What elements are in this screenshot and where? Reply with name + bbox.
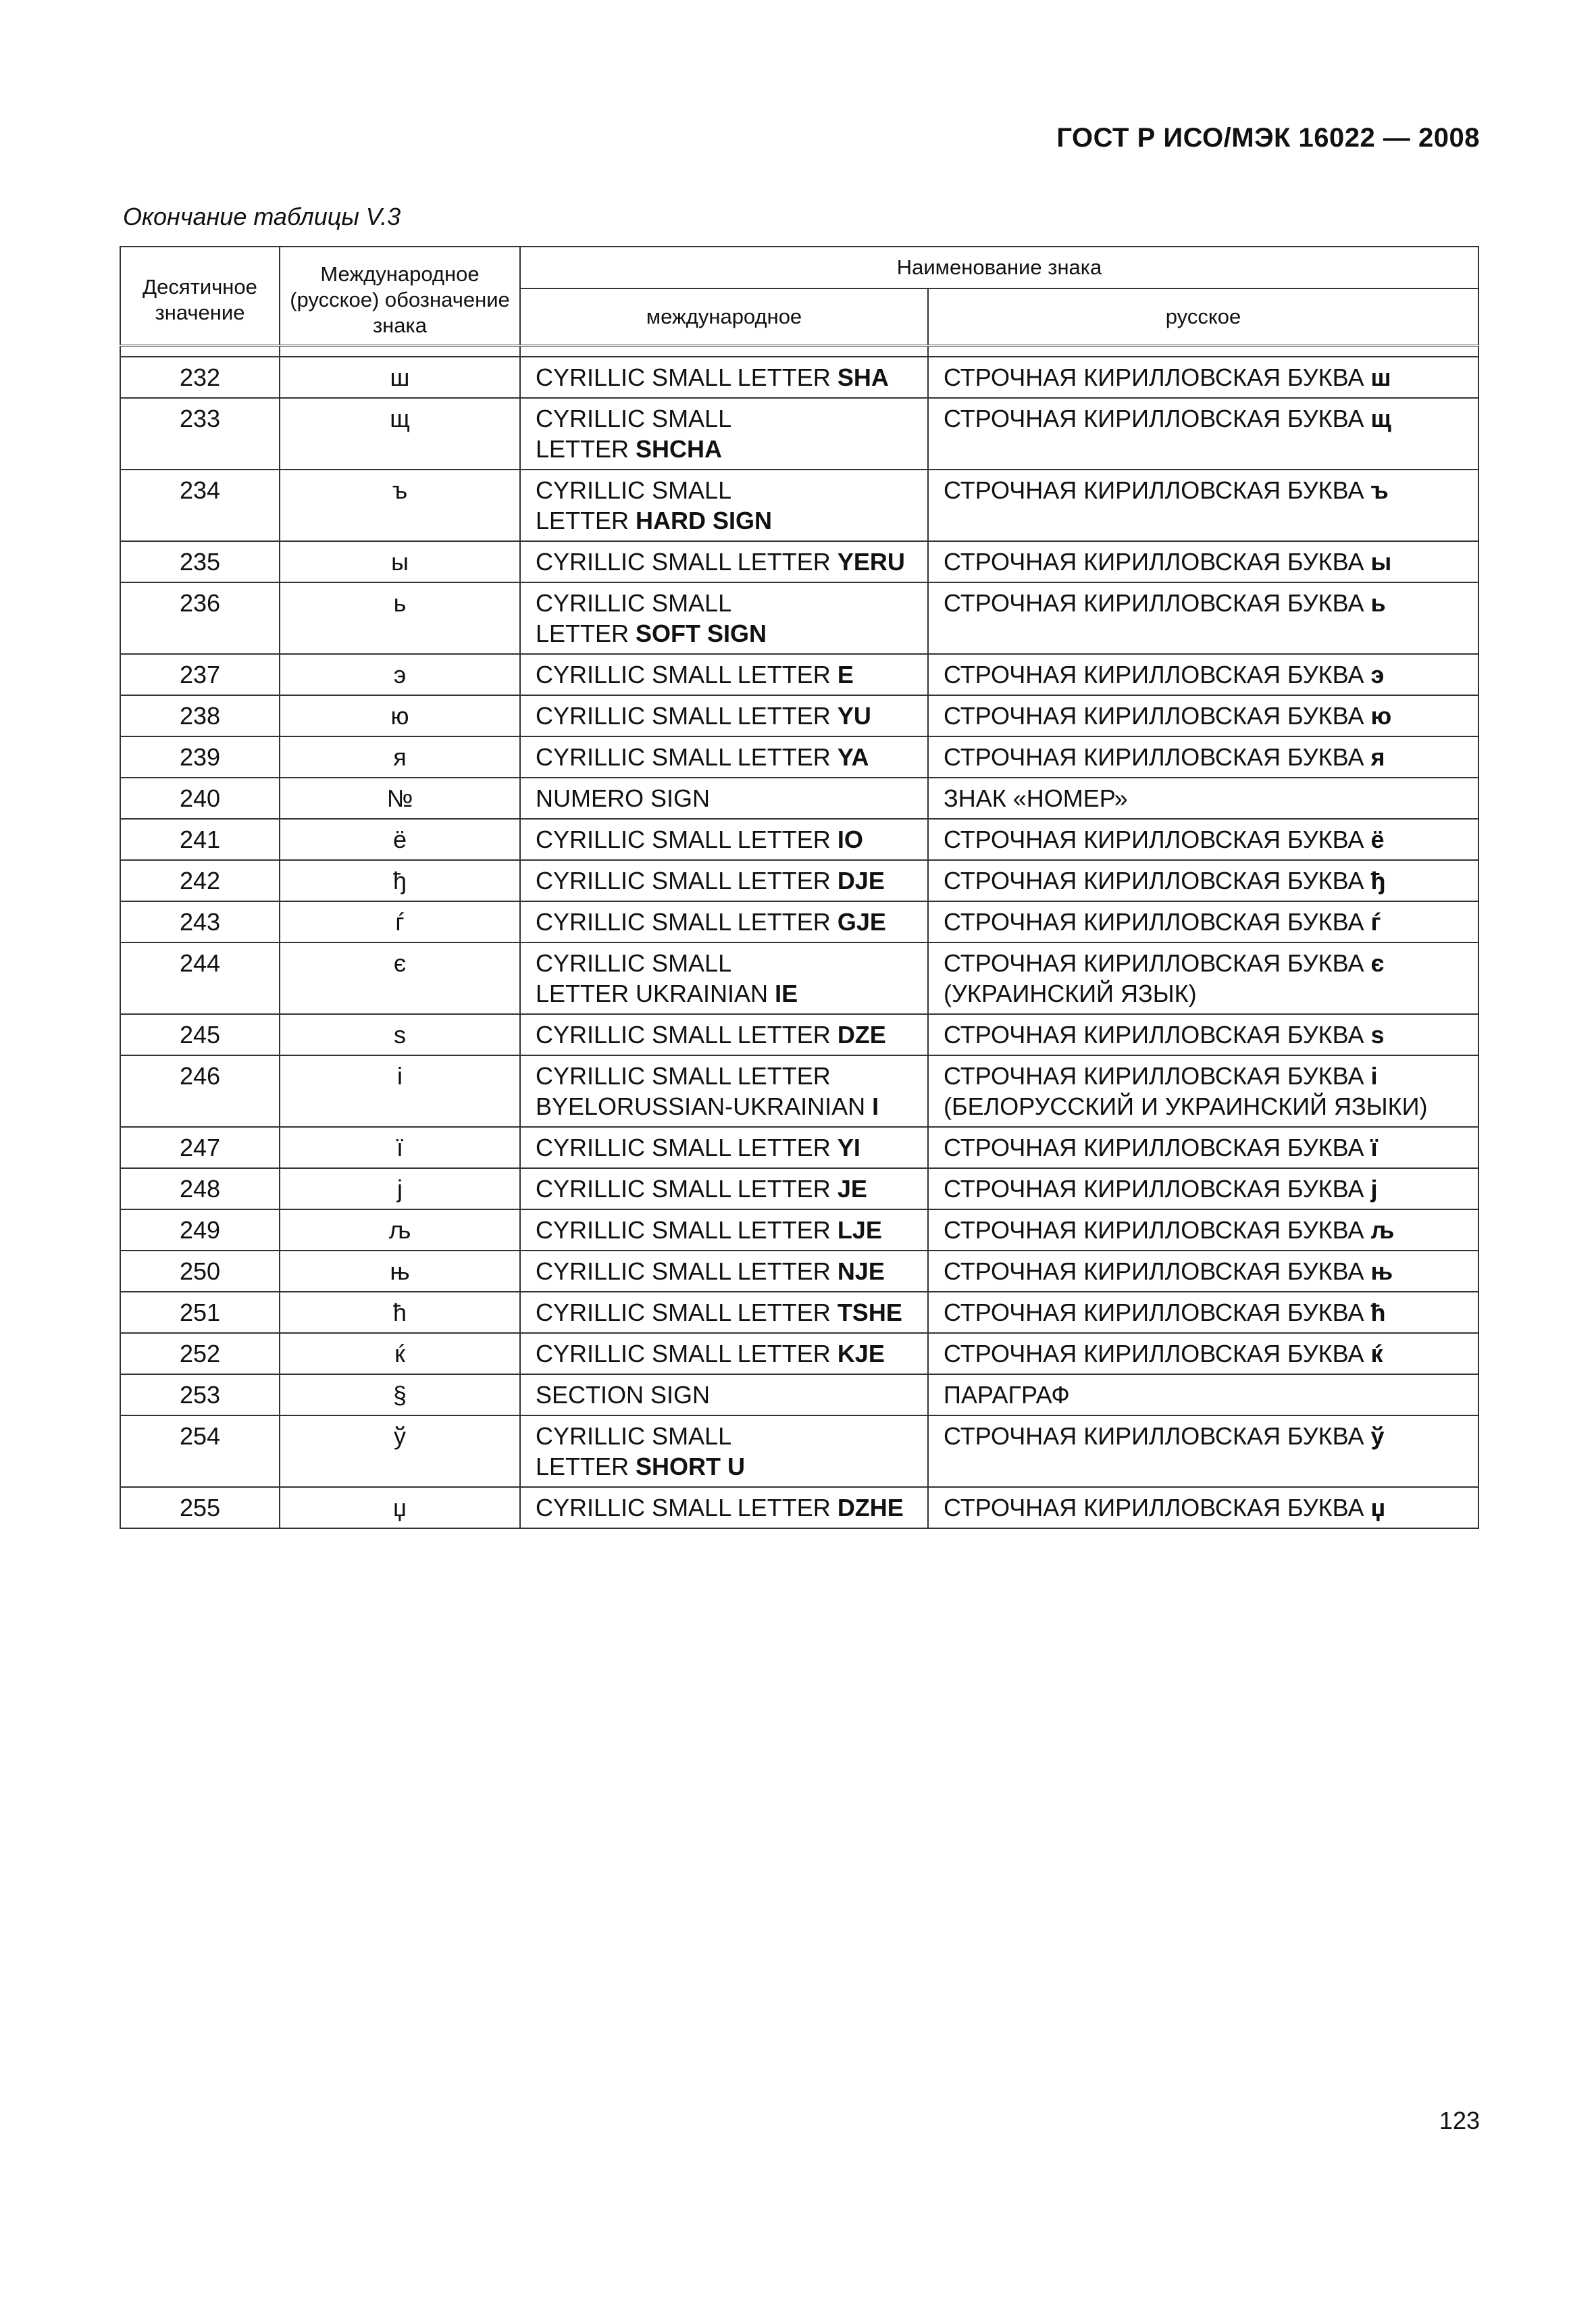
international-name-key: DZHE — [837, 1494, 904, 1521]
russian-name-text: СТРОЧНАЯ КИРИЛЛОВСКАЯ БУКВА — [944, 363, 1371, 391]
decimal-value-cell: 255 — [120, 1487, 280, 1528]
international-name-text: CYRILLIC SMALL LETTER — [536, 1021, 838, 1049]
table-row — [120, 942, 1478, 1014]
russian-name-text: СТРОЧНАЯ КИРИЛЛОВСКАЯ БУКВА — [944, 1021, 1371, 1049]
international-name-cell — [520, 1333, 928, 1374]
russian-name-text: СТРОЧНАЯ КИРИЛЛОВСКАЯ БУКВА — [944, 826, 1371, 853]
table-row — [120, 654, 1478, 695]
symbol-cell: њ — [280, 1251, 520, 1292]
international-name-key: GJE — [837, 908, 886, 936]
russian-name-cell — [928, 1487, 1478, 1528]
international-name-text: CYRILLIC SMALL LETTER — [536, 661, 838, 688]
table-row — [120, 470, 1478, 541]
russian-name-cell — [928, 357, 1478, 398]
russian-name-cell — [928, 1374, 1478, 1415]
decimal-value-cell: 250 — [120, 1251, 280, 1292]
international-name-text: CYRILLIC SMALL LETTER — [536, 1422, 732, 1480]
russian-name-text: СТРОЧНАЯ КИРИЛЛОВСКАЯ БУКВА — [944, 1422, 1371, 1450]
russian-name-text: СТРОЧНАЯ КИРИЛЛОВСКАЯ БУКВА — [944, 589, 1371, 617]
table-row — [120, 1487, 1478, 1528]
international-name-key: IE — [775, 980, 798, 1007]
international-name-key: LJE — [837, 1216, 882, 1244]
decimal-value-cell: 254 — [120, 1415, 280, 1487]
decimal-value-cell: 240 — [120, 778, 280, 819]
header-separator — [120, 346, 1478, 357]
russian-name-letter: ѓ — [1370, 908, 1381, 936]
russian-name-cell — [928, 860, 1478, 901]
russian-name-letter: ї — [1370, 1134, 1378, 1161]
russian-name-text: СТРОЧНАЯ КИРИЛЛОВСКАЯ БУКВА — [944, 1175, 1371, 1203]
international-name-cell — [520, 1168, 928, 1209]
russian-name-cell — [928, 398, 1478, 470]
international-name-cell — [520, 1487, 928, 1528]
table-row — [120, 357, 1478, 398]
decimal-value-cell: 244 — [120, 942, 280, 1014]
international-name-key: SHCHA — [636, 435, 723, 463]
russian-name-letter: ъ — [1370, 476, 1389, 504]
russian-name-text: СТРОЧНАЯ КИРИЛЛОВСКАЯ БУКВА — [944, 1257, 1371, 1285]
russian-name-cell — [928, 778, 1478, 819]
international-name-cell — [520, 470, 928, 541]
document-header: ГОСТ Р ИСО/МЭК 16022 — 2008 — [1056, 123, 1480, 153]
symbol-cell: § — [280, 1374, 520, 1415]
russian-name-cell — [928, 582, 1478, 654]
table-row — [120, 1251, 1478, 1292]
decimal-value-cell: 253 — [120, 1374, 280, 1415]
international-name-cell — [520, 654, 928, 695]
decimal-value-cell: 232 — [120, 357, 280, 398]
international-name-key: E — [837, 661, 854, 688]
russian-name-text: СТРОЧНАЯ КИРИЛЛОВСКАЯ БУКВА — [944, 661, 1371, 688]
international-name-text: CYRILLIC SMALL LETTER — [536, 476, 732, 534]
russian-name-letter: є — [1370, 949, 1385, 977]
international-name-key: HARD SIGN — [636, 507, 773, 534]
table-row — [120, 541, 1478, 582]
russian-name-letter: њ — [1370, 1257, 1393, 1285]
russian-name-letter: ю — [1370, 702, 1392, 730]
symbol-cell: ќ — [280, 1333, 520, 1374]
decimal-value-cell: 248 — [120, 1168, 280, 1209]
russian-name-text: СТРОЧНАЯ КИРИЛЛОВСКАЯ БУКВА — [944, 476, 1371, 504]
russian-name-text: СТРОЧНАЯ КИРИЛЛОВСКАЯ БУКВА — [944, 1062, 1371, 1090]
russian-name-text: СТРОЧНАЯ КИРИЛЛОВСКАЯ БУКВА — [944, 949, 1371, 977]
decimal-value-cell: 246 — [120, 1055, 280, 1127]
international-name-text: CYRILLIC SMALL LETTER — [536, 363, 838, 391]
table-row — [120, 736, 1478, 778]
international-name-text: CYRILLIC SMALL LETTER — [536, 589, 732, 647]
russian-name-letter: ы — [1370, 548, 1392, 576]
russian-name-text: ПАРАГРАФ — [944, 1381, 1070, 1409]
russian-name-text: СТРОЧНАЯ КИРИЛЛОВСКАЯ БУКВА — [944, 743, 1371, 771]
international-name-cell — [520, 901, 928, 942]
symbol-cell: є — [280, 942, 520, 1014]
international-name-text: CYRILLIC SMALL LETTER — [536, 826, 838, 853]
international-name-text: CYRILLIC SMALL LETTER — [536, 1257, 838, 1285]
symbol-cell: № — [280, 778, 520, 819]
symbol-cell: ѓ — [280, 901, 520, 942]
international-name-text: CYRILLIC SMALL LETTER UKRAINIAN — [536, 949, 769, 1007]
russian-name-cell — [928, 901, 1478, 942]
symbol-cell: ћ — [280, 1292, 520, 1333]
russian-name-cell — [928, 1251, 1478, 1292]
russian-name-cell — [928, 819, 1478, 860]
international-name-cell — [520, 1209, 928, 1251]
international-name-cell — [520, 1292, 928, 1333]
symbol-cell: ы — [280, 541, 520, 582]
russian-name-cell — [928, 1168, 1478, 1209]
symbol-cell: ь — [280, 582, 520, 654]
table-row — [120, 819, 1478, 860]
international-name-cell — [520, 1055, 928, 1127]
russian-name-text: СТРОЧНАЯ КИРИЛЛОВСКАЯ БУКВА — [944, 1494, 1371, 1521]
table-row — [120, 1374, 1478, 1415]
character-table — [120, 246, 1479, 1529]
international-name-text: CYRILLIC SMALL LETTER — [536, 1340, 838, 1367]
table-row — [120, 1292, 1478, 1333]
decimal-value-cell: 238 — [120, 695, 280, 736]
symbol-cell: ј — [280, 1168, 520, 1209]
russian-name-letter: щ — [1370, 405, 1391, 432]
symbol-cell: ю — [280, 695, 520, 736]
international-name-cell — [520, 1374, 928, 1415]
russian-name-text: СТРОЧНАЯ КИРИЛЛОВСКАЯ БУКВА — [944, 908, 1371, 936]
table-row — [120, 695, 1478, 736]
international-name-text: CYRILLIC SMALL LETTER — [536, 743, 838, 771]
russian-name-cell — [928, 1292, 1478, 1333]
international-name-key: SHA — [837, 363, 889, 391]
header-name-group: Наименование знака — [520, 247, 1478, 288]
russian-name-cell — [928, 1055, 1478, 1127]
international-name-key: YU — [837, 702, 871, 730]
symbol-cell: щ — [280, 398, 520, 470]
table-row — [120, 398, 1478, 470]
russian-name-cell — [928, 470, 1478, 541]
russian-name-letter: ў — [1370, 1422, 1385, 1450]
table-row — [120, 901, 1478, 942]
decimal-value-cell: 233 — [120, 398, 280, 470]
international-name-text: CYRILLIC SMALL LETTER — [536, 1299, 838, 1326]
international-name-text: CYRILLIC SMALL LETTER — [536, 1216, 838, 1244]
header-russian: русское — [928, 288, 1478, 346]
russian-name-cell — [928, 1014, 1478, 1055]
international-name-cell — [520, 398, 928, 470]
russian-name-cell — [928, 1127, 1478, 1168]
table-row — [120, 860, 1478, 901]
international-name-cell — [520, 582, 928, 654]
international-name-key: YA — [837, 743, 869, 771]
international-name-cell — [520, 819, 928, 860]
russian-name-text: СТРОЧНАЯ КИРИЛЛОВСКАЯ БУКВА — [944, 702, 1371, 730]
international-name-key: DJE — [837, 867, 885, 895]
international-name-key: IO — [837, 826, 863, 853]
international-name-key: SHORT U — [636, 1453, 746, 1480]
international-name-text: CYRILLIC SMALL LETTER — [536, 908, 838, 936]
russian-name-letter: ь — [1370, 589, 1386, 617]
international-name-text: CYRILLIC SMALL LETTER — [536, 867, 838, 895]
russian-name-text: СТРОЧНАЯ КИРИЛЛОВСКАЯ БУКВА — [944, 548, 1371, 576]
international-name-cell — [520, 1251, 928, 1292]
russian-name-text: ЗНАК «НОМЕР» — [944, 784, 1128, 812]
header-symbol: Международное (русское) обозначение знака — [280, 247, 520, 346]
international-name-text: CYRILLIC SMALL LETTER — [536, 702, 838, 730]
decimal-value-cell: 235 — [120, 541, 280, 582]
russian-name-text: СТРОЧНАЯ КИРИЛЛОВСКАЯ БУКВА — [944, 1340, 1371, 1367]
international-name-cell — [520, 942, 928, 1014]
international-name-cell — [520, 736, 928, 778]
decimal-value-cell: 234 — [120, 470, 280, 541]
table-row — [120, 1415, 1478, 1487]
russian-name-cell — [928, 1209, 1478, 1251]
decimal-value-cell: 239 — [120, 736, 280, 778]
russian-name-letter: ѕ — [1370, 1021, 1385, 1049]
international-name-key: YERU — [837, 548, 905, 576]
table-row — [120, 1168, 1478, 1209]
international-name-cell — [520, 1127, 928, 1168]
international-name-cell — [520, 1415, 928, 1487]
decimal-value-cell: 237 — [120, 654, 280, 695]
russian-name-cell — [928, 654, 1478, 695]
international-name-text: CYRILLIC SMALL LETTER BYELORUSSIAN-UKRAINIAN — [536, 1062, 866, 1120]
russian-name-letter: ё — [1370, 826, 1385, 853]
international-name-key: KJE — [837, 1340, 885, 1367]
symbol-cell: і — [280, 1055, 520, 1127]
table-row — [120, 1209, 1478, 1251]
russian-name-letter: і — [1370, 1062, 1378, 1090]
russian-name-note: (БЕЛОРУССКИЙ И УКРАИНСКИЙ ЯЗЫКИ) — [944, 1092, 1428, 1120]
header-international: международное — [520, 288, 928, 346]
international-name-key: NJE — [837, 1257, 885, 1285]
decimal-value-cell: 236 — [120, 582, 280, 654]
russian-name-text: СТРОЧНАЯ КИРИЛЛОВСКАЯ БУКВА — [944, 1134, 1371, 1161]
symbol-cell: ъ — [280, 470, 520, 541]
russian-name-letter: э — [1370, 661, 1385, 688]
decimal-value-cell: 242 — [120, 860, 280, 901]
russian-name-letter: ќ — [1370, 1340, 1383, 1367]
international-name-cell — [520, 860, 928, 901]
symbol-cell: ў — [280, 1415, 520, 1487]
russian-name-text: СТРОЧНАЯ КИРИЛЛОВСКАЯ БУКВА — [944, 1299, 1371, 1326]
international-name-cell — [520, 695, 928, 736]
table-row — [120, 1014, 1478, 1055]
russian-name-cell — [928, 1333, 1478, 1374]
decimal-value-cell: 241 — [120, 819, 280, 860]
international-name-key: SOFT SIGN — [636, 620, 767, 647]
table-body — [120, 357, 1478, 1528]
symbol-cell: я — [280, 736, 520, 778]
decimal-value-cell: 251 — [120, 1292, 280, 1333]
russian-name-note: (УКРАИНСКИЙ ЯЗЫК) — [944, 980, 1197, 1007]
russian-name-text: СТРОЧНАЯ КИРИЛЛОВСКАЯ БУКВА — [944, 1216, 1371, 1244]
table-row — [120, 1055, 1478, 1127]
international-name-text: SECTION SIGN — [536, 1381, 711, 1409]
international-name-text: CYRILLIC SMALL LETTER — [536, 405, 732, 463]
russian-name-cell — [928, 695, 1478, 736]
symbol-cell: ш — [280, 357, 520, 398]
international-name-text: CYRILLIC SMALL LETTER — [536, 1175, 838, 1203]
header-decimal: Десятичное значение — [120, 247, 280, 346]
symbol-cell: ѕ — [280, 1014, 520, 1055]
decimal-value-cell: 249 — [120, 1209, 280, 1251]
international-name-cell — [520, 357, 928, 398]
table-row — [120, 582, 1478, 654]
international-name-cell — [520, 1014, 928, 1055]
russian-name-text: СТРОЧНАЯ КИРИЛЛОВСКАЯ БУКВА — [944, 867, 1371, 895]
russian-name-cell — [928, 1415, 1478, 1487]
russian-name-letter: џ — [1370, 1494, 1386, 1521]
russian-name-letter: ш — [1370, 363, 1391, 391]
international-name-key: TSHE — [837, 1299, 902, 1326]
symbol-cell: ї — [280, 1127, 520, 1168]
page-number: 123 — [1439, 2107, 1480, 2134]
russian-name-cell — [928, 942, 1478, 1014]
russian-name-text: СТРОЧНАЯ КИРИЛЛОВСКАЯ БУКВА — [944, 405, 1371, 432]
international-name-cell — [520, 778, 928, 819]
international-name-cell — [520, 541, 928, 582]
international-name-key: YI — [837, 1134, 860, 1161]
symbol-cell: љ — [280, 1209, 520, 1251]
international-name-key: I — [872, 1092, 879, 1120]
russian-name-letter: ђ — [1370, 867, 1386, 895]
russian-name-letter: ј — [1370, 1175, 1378, 1203]
russian-name-letter: я — [1370, 743, 1385, 771]
russian-name-cell — [928, 736, 1478, 778]
symbol-cell: э — [280, 654, 520, 695]
decimal-value-cell: 247 — [120, 1127, 280, 1168]
table-row — [120, 1127, 1478, 1168]
international-name-text: CYRILLIC SMALL LETTER — [536, 1494, 838, 1521]
russian-name-letter: ћ — [1370, 1299, 1386, 1326]
international-name-key: DZE — [837, 1021, 886, 1049]
international-name-text: CYRILLIC SMALL LETTER — [536, 1134, 838, 1161]
decimal-value-cell: 252 — [120, 1333, 280, 1374]
symbol-cell: џ — [280, 1487, 520, 1528]
decimal-value-cell: 243 — [120, 901, 280, 942]
russian-name-cell — [928, 541, 1478, 582]
russian-name-letter: љ — [1370, 1216, 1395, 1244]
decimal-value-cell: 245 — [120, 1014, 280, 1055]
international-name-text: NUMERO SIGN — [536, 784, 711, 812]
international-name-text: CYRILLIC SMALL LETTER — [536, 548, 838, 576]
table-row — [120, 1333, 1478, 1374]
international-name-key: JE — [837, 1175, 867, 1203]
table-caption: Окончание таблицы V.3 — [123, 203, 401, 230]
symbol-cell: ё — [280, 819, 520, 860]
symbol-cell: ђ — [280, 860, 520, 901]
table-row — [120, 778, 1478, 819]
